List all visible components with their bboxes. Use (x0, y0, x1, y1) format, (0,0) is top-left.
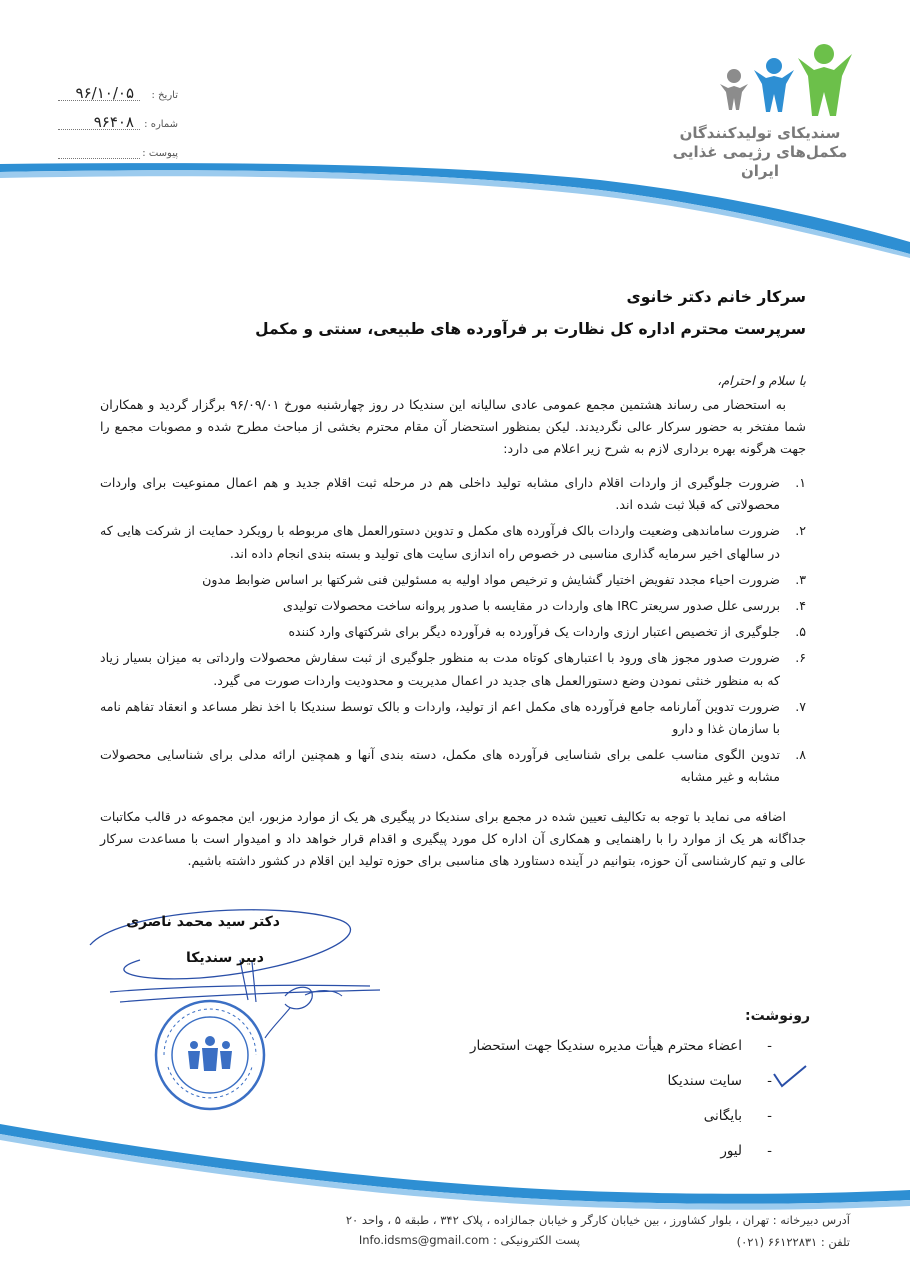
number-field (58, 113, 178, 135)
attachment-label: پیوست : (142, 148, 178, 159)
footer-address: آدرس دبیرخانه : تهران ، بلوار کشاورز ، بین خیابان کارگر و خیابان جمالزاده ، پلاک ۳۴۲ ، طبقه ۵ ، واحد ۲۰ (345, 1213, 850, 1227)
list-item: ۳. ضرورت احیاء مجدد تفویض اختیار گشایش و ترخیص مواد اولیه به مسئولین فنی شرکتها بر اساس ضوابط مدون (202, 571, 806, 587)
list-item: ۸. تدوین الگوی مناسب علمی برای شناسایی فرآورده های مکمل، دسته بندی آنها و همچنین ارائه مدلی برای شناسایی محصولات مشابه و غیر مشابه (100, 747, 806, 785)
signer-title: دبیر سندیکا (186, 950, 264, 966)
number-value: ۹۶۴۰۸ (93, 113, 134, 131)
cc-item: - لیور (720, 1143, 772, 1159)
logo-line-3: ایران (740, 162, 780, 180)
syndicate-stamp-icon (150, 995, 270, 1115)
addressee-line-2: سرپرست محترم اداره کل نظارت بر فرآورده های طبیعی، سنتی و مکمل (255, 320, 806, 338)
resolutions-list (100, 472, 806, 793)
date-field (58, 84, 178, 106)
cc-item: - سایت سندیکا (667, 1073, 772, 1089)
signer-name: دکتر سید محمد ناصری (126, 914, 280, 930)
closing-paragraph: اضافه می نماید با توجه به تکالیف تعیین شده در مجمع برای سندیکا در پیگیری هر یک از موارد مزبور، این مجموعه در قالب مکاتبات جداگانه هر یک از موارد را با راهنمایی و همکاری آن اداره کل مورد پیگیری و اقدام قرار خواهد داد و امیدوار است با مساعدت سرکار عالی و تیم کارشناسی آن حوزه، بتوانیم در آینده دستاورد های مناسبی برای حوزه تولید این اقلام در کشور داشته باشیم. (100, 809, 806, 869)
addressee-line-1: سرکار خانم دکتر خانوی (626, 288, 806, 306)
cc-item: - اعضاء محترم هیأت مدیره سندیکا جهت استحضار (470, 1038, 772, 1054)
footer-phone: تلفن : ۶۶۱۲۲۸۳۱ (۰۲۱) (736, 1235, 850, 1249)
date-value: ۹۶/۱۰/۰۵ (75, 84, 134, 102)
list-item: ۲. ضرورت ساماندهی وضعیت واردات بالک فرآورده های مکمل و تدوین دستورالعمل های مربوطه با رویکرد حمایت از شرکت هایی که در سالهای اخیر سرمایه گذاری مناسبی در خصوص راه اندازی سایت های تولید و بسته بندی انجام داده اند. (100, 523, 806, 561)
cc-title: رونوشت: (745, 1008, 810, 1024)
logo-line-2: مکمل‌های رژیمی غذایی (672, 143, 848, 161)
list-item: ۶. ضرورت صدور مجوز های ورود با اعتبارهای کوتاه مدت به منظور جلوگیری از ثبت سفارش محصولات وارداتی به میزان بسیار زیاد که به منظور خنثی نمودن وضع دستورالعمل های جدید در اعمال مدیریت و محدودیت واردات صورت می گیرد. (100, 650, 806, 688)
attachment-field (58, 146, 178, 164)
list-item: ۴. بررسی علل صدور سریعتر IRC های واردات در مقایسه با صدور پروانه ساخت محصولات تولیدی (283, 598, 806, 614)
email-label: پست الکترونیکی : (493, 1233, 580, 1247)
email-link[interactable]: Info.idsms@gmail.com (358, 1233, 490, 1247)
footer-wave-band (0, 1120, 910, 1210)
list-item: ۷. ضرورت تدوین آمارنامه جامع فرآورده های مکمل اعم از تولید، واردات و بالک توسط سندیکا با اخذ نظر مساعد و انعقاد تفاهم نامه با سازمان غذا و دارو (100, 698, 806, 737)
footer-email (359, 1233, 580, 1247)
syndicate-logo-icon (712, 40, 862, 122)
number-label: شماره : (144, 119, 178, 130)
logo-title (660, 124, 860, 181)
checkmark-icon (772, 1064, 808, 1090)
greeting: با سلام و احترام، (717, 373, 806, 388)
logo-line-1: سندیکای تولیدکنندگان (679, 124, 841, 142)
list-item: ۱. ضرورت جلوگیری از واردات اقلام دارای مشابه تولید داخلی هم در مرحله ثبت اقلام جدید و هم اعمال ممنوعیت برای واردات محصولاتی که قبلا ثبت شده اند. (100, 475, 806, 513)
intro-paragraph: به استحضار می رساند هشتمین مجمع عمومی عادی سالیانه این سندیکا در روز چهارشنبه مورخ ۹۶/۰۹/۰۱ برگزار گردید و همکاران شما مفتخر به حضور سرکار عالی نگردیدند. لیکن بمنظور استحضار آن مقام محترم بخشی از مباحث مطرح شده و مصوبات مجمع را جهت هرگونه بهره برداری لازم به شرح زیر اعلام می دارد: (100, 397, 806, 457)
date-label: تاریخ : (151, 90, 178, 101)
cc-item: - بایگانی (703, 1108, 772, 1124)
list-item: ۵. جلوگیری از تخصیص اعتبار ارزی واردات یک فرآورده به فرآورده دیگر برای شرکتهای وارد کننده (288, 624, 806, 640)
